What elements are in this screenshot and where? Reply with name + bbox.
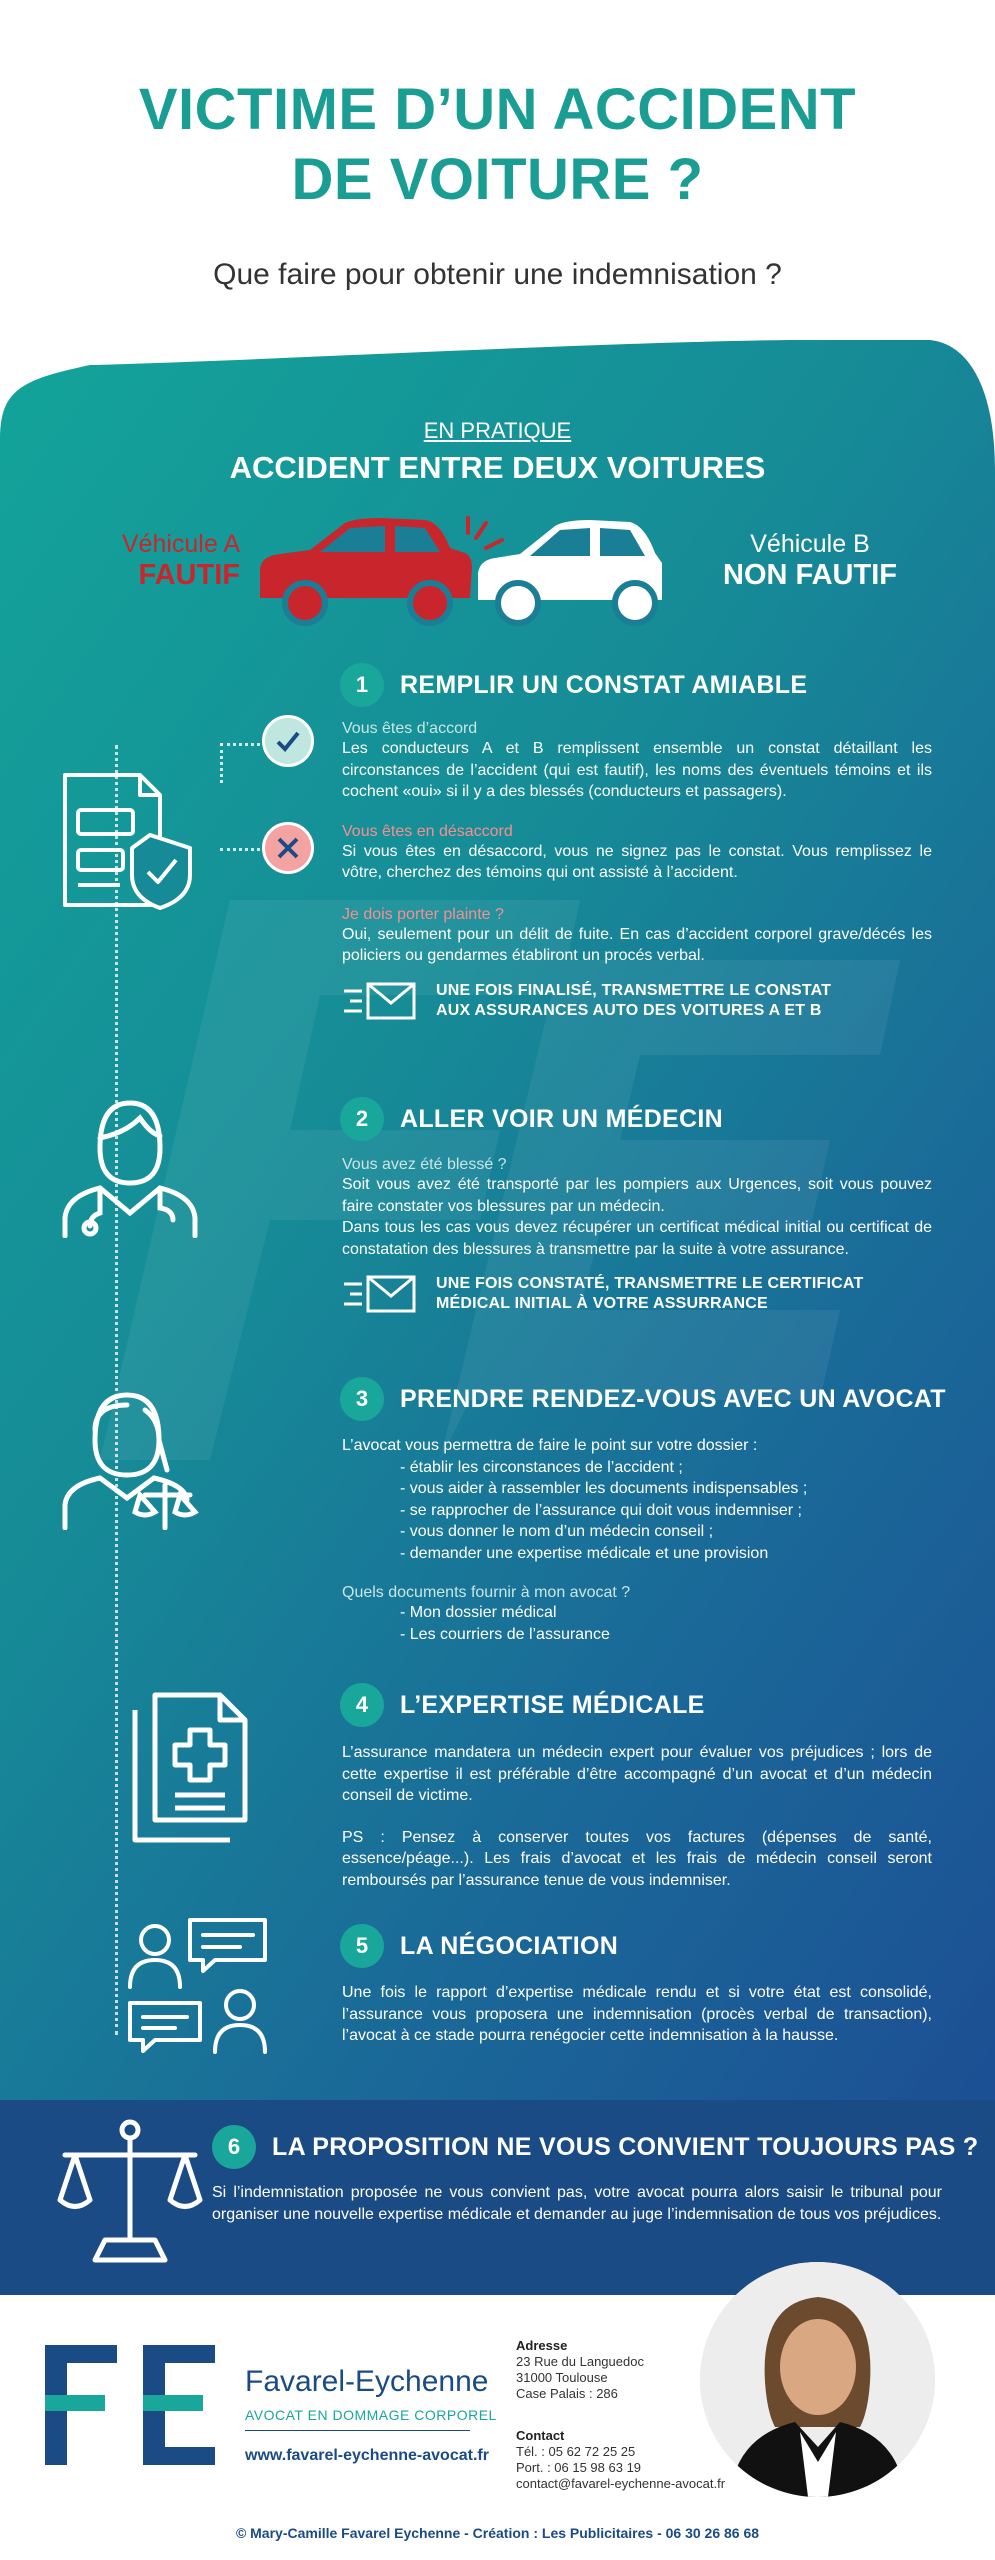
vehicle-b <box>710 530 910 592</box>
disagree-heading: Vous êtes en désaccord <box>342 822 513 840</box>
car-collision-icon <box>250 508 670 628</box>
step-4-number: 4 <box>340 1683 384 1727</box>
website-link[interactable]: www.favarel-eychenne-avocat.fr <box>245 2447 489 2464</box>
list-item: - demander une expertise médicale et une provision <box>400 1544 769 1562</box>
address-line: 31000 Toulouse <box>516 2370 608 2385</box>
step-1-header <box>340 663 807 707</box>
fast-mail-icon <box>342 981 418 1021</box>
impact-lines-icon <box>468 518 502 548</box>
step-4-text: L’assurance mandatera un médecin expert pour évaluer vos préjudices ; lors de cette expertise il est préférable d’être accompagné d’un avocat et d’un médecin conseil de victime. <box>342 1744 932 1804</box>
list-item: - Mon dossier médical <box>400 1604 557 1621</box>
step-1-number: 1 <box>340 663 384 707</box>
list-item: - se rapprocher de l’assurance qui doit vous indemniser ; <box>400 1501 802 1519</box>
vehicle-a-status: FAUTIF <box>138 559 240 591</box>
step-1-note <box>342 981 932 1021</box>
mobile-phone[interactable]: Port. : 06 15 98 63 19 <box>516 2460 642 2475</box>
address-heading: Adresse <box>516 2338 568 2353</box>
step-2-content <box>342 1156 932 1314</box>
negotiation-chat-icon <box>125 1915 275 2055</box>
brand-tagline: AVOCAT EN DOMMAGE CORPOREL <box>245 2407 497 2423</box>
section-kicker: EN PRATIQUE <box>423 418 572 443</box>
agree-text: Les conducteurs A et B remplissent ensemble un constat détaillant les circonstances de l’accident (qui est fautif), les noms des éventuels témoins et ils cochent «oui» si il y a des blessés (conducteurs et passagers). <box>342 740 932 800</box>
step-2-header <box>340 1097 723 1141</box>
step-6-title: LA PROPOSITION NE VOUS CONVIENT TOUJOURS PAS ? <box>272 2132 979 2161</box>
injured-heading: Vous avez été blessé ? <box>342 1156 507 1173</box>
step-2-note <box>342 1274 932 1314</box>
justice-scale-icon <box>55 2115 205 2265</box>
step-2-text-2: Dans tous les cas vous devez récupérer un certificat médical initial ou certificat de constatation des blessures à transmettre par la suite à votre assurance. <box>342 1219 932 1258</box>
section-heading: ACCIDENT ENTRE DEUX VOITURES <box>229 450 766 485</box>
fe-logo <box>45 2345 215 2465</box>
copyright-text: © Mary-Camille Favarel Eychenne - Création : Les Publicitaires - 06 30 26 86 68 <box>235 2525 760 2541</box>
step-5-number: 5 <box>340 1924 384 1968</box>
list-item: - vous donner le nom d’un médecin conseil ; <box>400 1523 714 1540</box>
step-6-text: Si l’indemnistation proposée ne vous convient pas, votre avocat pourra alors saisir le tribunal pour organiser une nouvelle expertise médicale et demander au juge l’indemnisation de tous vos préjudices. <box>212 2184 942 2223</box>
step-1-note-text <box>436 981 831 1021</box>
list-item: - Les courriers de l’assurance <box>400 1625 610 1643</box>
step-3-intro: L’avocat vous permettra de faire le point sur votre dossier : <box>342 1437 758 1454</box>
medical-file-icon <box>130 1690 270 1845</box>
lawyer-portrait-photo <box>700 2262 935 2497</box>
address-line: Case Palais : 286 <box>516 2386 618 2401</box>
lawyer-icon <box>55 1380 205 1530</box>
vehicle-b-label: Véhicule B <box>750 530 870 558</box>
step-3-content <box>342 1435 932 1645</box>
vehicle-b-status: NON FAUTIF <box>723 559 897 591</box>
step-2-text-1: Soit vous avez été transporté par les pompiers aux Urgences, soit vous pouvez faire constater vos blessures par un médecin. <box>342 1176 932 1215</box>
address-block <box>516 2338 644 2402</box>
disagree-text: Si vous êtes en désaccord, vous ne signez pas le constat. Vous remplissez le vôtre, cherchez des témoins qui ont assisté à l’accident. <box>342 842 932 881</box>
step-2-title: ALLER VOIR UN MÉDECIN <box>400 1104 723 1133</box>
step-6-number: 6 <box>212 2125 256 2169</box>
contact-heading: Contact <box>516 2428 565 2443</box>
step-2-note-line-2: MÉDICAL INITIAL À VOTRE ASSURRANCE <box>436 1295 768 1312</box>
brand-name: Favarel-Eychenne <box>245 2365 489 2398</box>
step-4-title: L’EXPERTISE MÉDICALE <box>400 1690 705 1719</box>
email-link[interactable]: contact@favarel-eychenne-avocat.fr <box>516 2476 726 2491</box>
step-4-content <box>342 1742 932 1891</box>
brand-divider <box>245 2430 470 2431</box>
vehicle-a-label: Véhicule A <box>121 530 240 558</box>
connector-disagree <box>220 848 260 851</box>
connector-agree <box>220 743 260 746</box>
contact-block <box>516 2428 725 2492</box>
step-3-title: PRENDRE RENDEZ-VOUS AVEC UN AVOCAT <box>400 1384 946 1413</box>
list-item: - vous aider à rassembler les documents indispensables ; <box>400 1480 808 1497</box>
phone[interactable]: Tél. : 05 62 72 25 25 <box>516 2444 636 2459</box>
agree-check-icon <box>262 715 314 767</box>
step-6-header <box>212 2125 978 2169</box>
page-title <box>0 75 995 215</box>
connector-agree-vertical <box>220 743 223 783</box>
step-4-header <box>340 1683 705 1727</box>
connector-dots <box>150 730 270 840</box>
step-1-note-line-1: UNE FOIS FINALISÉ, TRANSMETTRE LE CONSTAT <box>436 981 832 999</box>
step-5-content <box>342 1982 932 2047</box>
step-3-number: 3 <box>340 1377 384 1421</box>
list-item: - établir les circonstances de l’accident ; <box>400 1458 683 1476</box>
step-5-title: LA NÉGOCIATION <box>400 1931 619 1960</box>
step-2-note-line-1: UNE FOIS CONSTATÉ, TRANSMETTRE LE CERTIFICAT <box>436 1275 864 1292</box>
docs-heading: Quels documents fournir à mon avocat ? <box>342 1584 631 1601</box>
title-line-1: VICTIME D’UN ACCIDENT <box>138 77 857 142</box>
fast-mail-icon <box>342 1274 418 1314</box>
page-subtitle: Que faire pour obtenir une indemnisation ? <box>213 258 782 291</box>
step-1-title: REMPLIR UN CONSTAT AMIABLE <box>400 670 808 699</box>
complaint-heading: Je dois porter plainte ? <box>342 905 504 923</box>
step-5-text: Une fois le rapport d’expertise médicale rendu et si votre état est consolidé, l’assurance vous proposera une indemnisation (procès verbal de transaction), l’avocat à ce stade pourra renégocier cette indemnisation à la hausse. <box>342 1984 932 2044</box>
step-1-content <box>342 720 932 1021</box>
title-line-2: DE VOITURE ? <box>291 147 704 212</box>
step-3-header <box>340 1377 946 1421</box>
white-car-icon <box>478 520 662 623</box>
step-2-note-text <box>436 1274 863 1314</box>
step-2-number: 2 <box>340 1097 384 1141</box>
step-5-header <box>340 1924 618 1968</box>
disagree-cross-icon <box>262 822 314 874</box>
vehicle-a <box>90 530 240 592</box>
complaint-text: Oui, seulement pour un délit de fuite. En cas d’accident corporel grave/décés les policiers ou gendarmes établiront un procés verbal. <box>342 925 932 964</box>
step-1-note-line-2: AUX ASSURANCES AUTO DES VOITURES A ET B <box>436 1001 822 1019</box>
address-line: 23 Rue du Languedoc <box>516 2354 644 2369</box>
agree-heading: Vous êtes d’accord <box>342 720 478 737</box>
step-4-ps: PS : Pensez à conserver toutes vos factures (dépenses de santé, essence/péage...). Les frais d’avocat et les frais de médecin conseil seront remboursés par l’assurance tenue de vous indemniser. <box>342 1828 932 1889</box>
red-car-icon <box>260 518 472 623</box>
doctor-icon <box>55 1088 205 1238</box>
